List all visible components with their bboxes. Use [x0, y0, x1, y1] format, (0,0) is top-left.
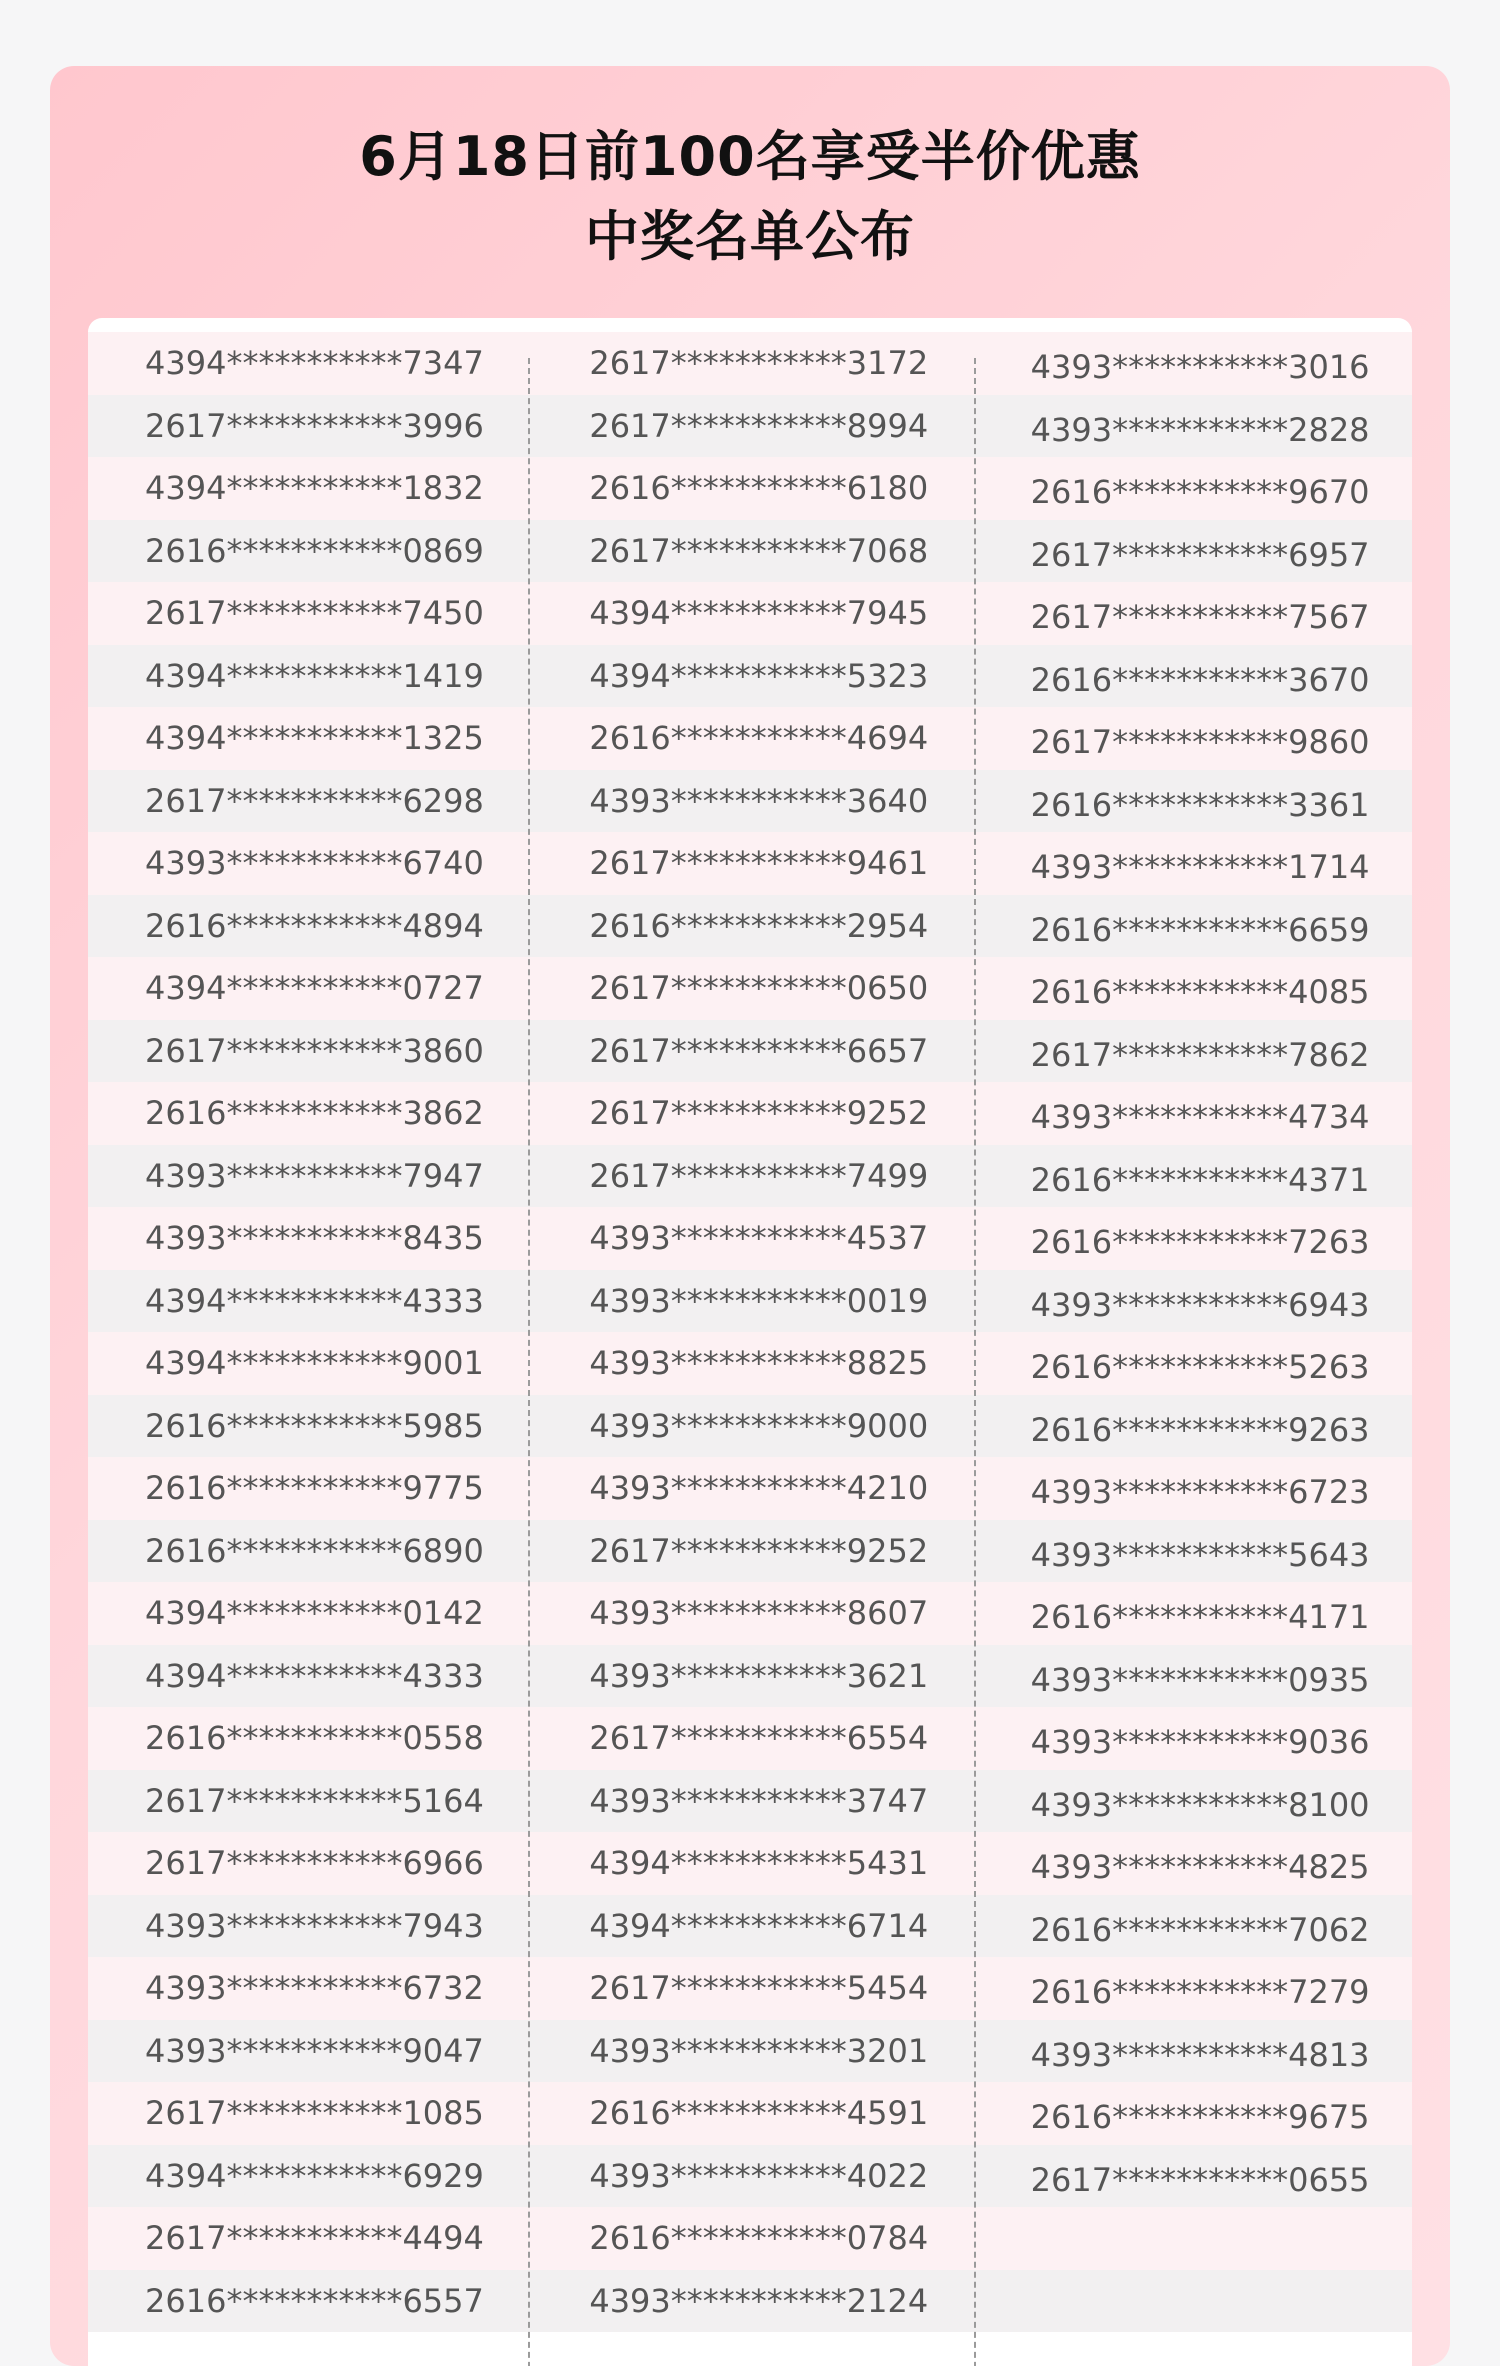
- column-divider: [528, 358, 530, 2366]
- table-row: [88, 645, 1412, 708]
- winner-number: 4393***********3747: [589, 1781, 929, 1820]
- winner-number: 4394***********1325: [145, 719, 484, 757]
- winner-number: 2617***********3860: [145, 1031, 484, 1070]
- winner-number: 4393***********3201: [589, 2031, 929, 2070]
- winner-number: 2617***********3996: [145, 406, 484, 445]
- winner-number: [971, 2270, 1412, 2333]
- winner-number: 2617***********6966: [145, 1844, 484, 1882]
- winner-number: 4393***********6732: [145, 1969, 484, 2007]
- winner-number: 4393***********0935: [1030, 1660, 1370, 1699]
- winner-number: 4393***********4537: [589, 1219, 929, 1257]
- winner-number: 2617***********7068: [589, 531, 929, 570]
- winner-number: 4393***********2124: [589, 2281, 929, 2320]
- table-row: [88, 707, 1412, 770]
- winner-number: 2617***********8994: [589, 406, 929, 445]
- winner-number: 2617***********6657: [589, 1031, 929, 1070]
- table-row: [88, 2082, 1412, 2145]
- winner-number: 2617***********9461: [589, 844, 929, 882]
- winner-number: 2617***********6554: [589, 1719, 929, 1757]
- winner-number: 4393***********1714: [1030, 848, 1370, 886]
- winner-number: 2616***********6180: [589, 469, 929, 507]
- table-row: [88, 1582, 1412, 1645]
- table-row: [88, 1207, 1412, 1270]
- winner-number: 2616***********9263: [1030, 1410, 1370, 1449]
- title-line-2: 中奖名单公布: [585, 205, 915, 268]
- winner-number: 2617***********6957: [1030, 535, 1370, 574]
- table-row: [88, 957, 1412, 1020]
- table-row: [88, 1457, 1412, 1520]
- table-row: [88, 1020, 1412, 1083]
- winner-number: 4394***********6714: [589, 1906, 929, 1945]
- winner-number: 2616***********9775: [145, 1469, 484, 1507]
- winner-number: 2616***********3361: [1030, 785, 1370, 824]
- winner-number: 2617***********7567: [1030, 598, 1370, 636]
- winner-number: 4393***********0019: [589, 1281, 929, 1320]
- winner-number: 4393***********3640: [589, 781, 929, 820]
- winner-number: 2617***********6298: [145, 781, 484, 820]
- winner-number: 2616***********0784: [589, 2219, 929, 2257]
- winner-number: 2616***********4085: [1030, 973, 1370, 1011]
- winner-number: 2617***********9860: [1030, 723, 1370, 761]
- winner-number: 4393***********8100: [1030, 1785, 1370, 1824]
- winner-number: 2616***********6557: [145, 2281, 484, 2320]
- winner-number: 4394***********0142: [145, 1594, 484, 1632]
- table-row: [88, 1707, 1412, 1770]
- winner-number: 2616***********4371: [1030, 1160, 1370, 1199]
- winner-number: 4393***********7947: [145, 1156, 484, 1195]
- table-row: [88, 2270, 1412, 2333]
- winner-number: 2616***********7263: [1030, 1223, 1370, 1261]
- table-row: [88, 1520, 1412, 1583]
- table-row: [88, 1145, 1412, 1208]
- winner-number: 2617***********7862: [1030, 1035, 1370, 1074]
- winner-number: 4393***********4825: [1030, 1848, 1370, 1886]
- winner-number: 2617***********7450: [145, 594, 484, 632]
- winner-number: 2616***********7062: [1030, 1910, 1370, 1949]
- winner-number: 4394***********5431: [589, 1844, 929, 1882]
- winner-number: 4393***********8607: [589, 1594, 929, 1632]
- table-row: [88, 582, 1412, 645]
- winner-number: [971, 2207, 1412, 2270]
- table-row: [88, 2145, 1412, 2208]
- table-row: [88, 832, 1412, 895]
- table-row: [88, 1082, 1412, 1145]
- winners-list-panel: [88, 318, 1412, 2366]
- winner-number: 4393***********8825: [589, 1344, 929, 1382]
- winner-number: 2616***********4171: [1030, 1598, 1370, 1636]
- winner-number: 4393***********9036: [1030, 1723, 1370, 1761]
- winners-grid: [88, 332, 1412, 2332]
- winner-number: 4394***********4333: [145, 1281, 484, 1320]
- table-row: [88, 1895, 1412, 1958]
- winner-number: 4393***********6723: [1030, 1473, 1370, 1511]
- winner-number: 2616***********5263: [1030, 1348, 1370, 1386]
- winner-number: 2616***********6890: [145, 1531, 484, 1570]
- table-row: [88, 1332, 1412, 1395]
- winner-number: 4393***********5643: [1030, 1535, 1370, 1574]
- table-row: [88, 395, 1412, 458]
- table-row: [88, 520, 1412, 583]
- winner-number: 4394***********1832: [145, 469, 484, 507]
- table-row: [88, 2020, 1412, 2083]
- table-row: [88, 1270, 1412, 1333]
- winner-number: 2616***********9670: [1030, 473, 1370, 511]
- winner-number: 4393***********4022: [589, 2156, 929, 2195]
- winner-number: 2616***********9675: [1030, 2098, 1370, 2136]
- winner-number: 2616***********4694: [589, 719, 929, 757]
- table-row: [88, 1395, 1412, 1458]
- winner-number: 2616***********0869: [145, 531, 484, 570]
- winner-number: 2616***********5985: [145, 1406, 484, 1445]
- table-row: [88, 1770, 1412, 1833]
- winner-number: 4393***********3016: [1030, 348, 1370, 386]
- table-row: [88, 332, 1412, 395]
- winner-number: 2616***********4894: [145, 906, 484, 945]
- winner-number: 2617***********1085: [145, 2094, 484, 2132]
- winner-number: 2617***********9252: [589, 1094, 929, 1132]
- winner-number: 2616***********3862: [145, 1094, 484, 1132]
- table-row: [88, 770, 1412, 833]
- winner-number: 2616***********7279: [1030, 1973, 1370, 2011]
- winner-number: 4393***********4813: [1030, 2035, 1370, 2074]
- winner-number: 4393***********7943: [145, 1906, 484, 1945]
- table-row: [88, 1832, 1412, 1895]
- winner-number: 4393***********2828: [1030, 410, 1370, 449]
- winner-number: 4394***********0727: [145, 969, 484, 1007]
- winner-number: 4394***********1419: [145, 656, 484, 695]
- table-row: [88, 457, 1412, 520]
- winner-number: 2617***********4494: [145, 2219, 484, 2257]
- winner-number: 2617***********3172: [589, 344, 929, 382]
- column-divider: [974, 358, 976, 2366]
- announcement-card: [50, 66, 1450, 2366]
- winner-number: 4394***********9001: [145, 1344, 484, 1382]
- table-row: [88, 895, 1412, 958]
- winner-number: 4394***********5323: [589, 656, 929, 695]
- winner-number: 4394***********7347: [145, 344, 484, 382]
- winner-number: 2617***********7499: [589, 1156, 929, 1195]
- winner-number: 4394***********7945: [589, 594, 929, 632]
- winner-number: 2617***********0650: [589, 969, 929, 1007]
- winner-number: 2616***********4591: [589, 2094, 929, 2132]
- winner-number: 4393***********3621: [589, 1656, 929, 1695]
- winner-number: 4393***********4210: [589, 1469, 929, 1507]
- winner-number: 4393***********8435: [145, 1219, 484, 1257]
- table-row: [88, 1957, 1412, 2020]
- winner-number: 2616***********2954: [589, 906, 929, 945]
- winner-number: 4393***********9000: [589, 1406, 929, 1445]
- winner-number: 2617***********5454: [589, 1969, 929, 2007]
- table-row: [88, 2207, 1412, 2270]
- winner-number: 2617***********0655: [1030, 2160, 1370, 2199]
- winner-number: 4393***********6740: [145, 844, 484, 882]
- winner-number: 2616***********0558: [145, 1719, 484, 1757]
- winner-number: 2617***********5164: [145, 1781, 484, 1820]
- title-line-1: 6月18日前100名享受半价优惠: [359, 125, 1141, 188]
- table-row: [88, 1645, 1412, 1708]
- winner-number: 4393***********9047: [145, 2031, 484, 2070]
- winner-number: 2617***********9252: [589, 1531, 929, 1570]
- winner-number: 4393***********4734: [1030, 1098, 1370, 1136]
- winner-number: 4393***********6943: [1030, 1285, 1370, 1324]
- winner-number: 4394***********6929: [145, 2156, 484, 2195]
- winner-number: 2616***********3670: [1030, 660, 1370, 699]
- winner-number: 4394***********4333: [145, 1656, 484, 1695]
- winner-number: 2616***********6659: [1030, 910, 1370, 949]
